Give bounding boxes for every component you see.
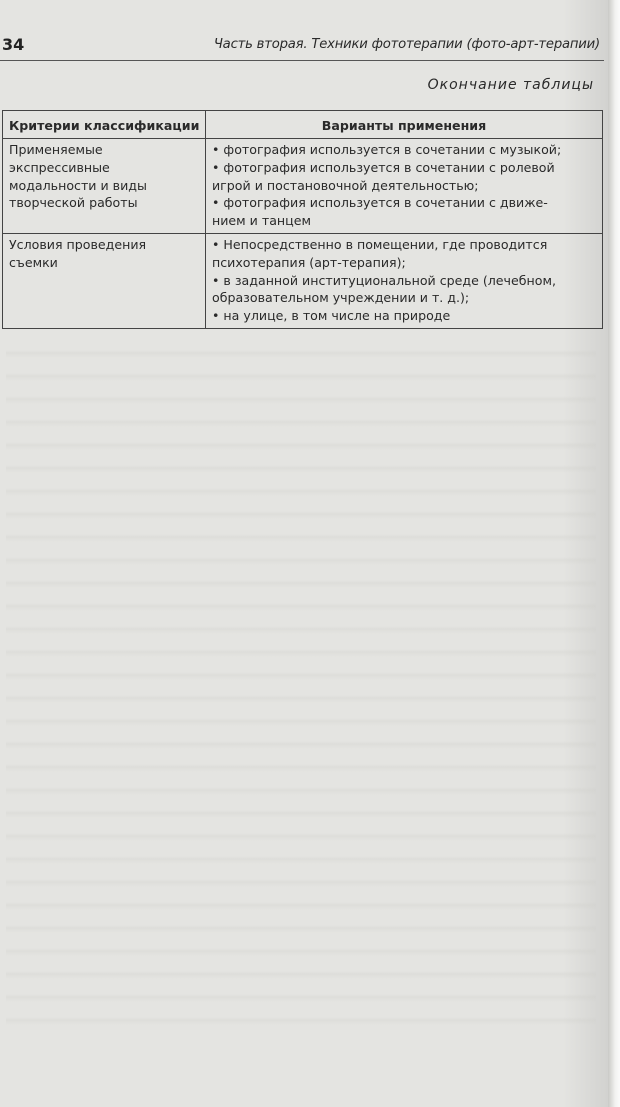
variant-line: • на улице, в том числе на природе [212,308,451,324]
page-number: 34 [2,35,25,54]
variant-line: • Непосредственно в помещении, где проводится [212,236,548,252]
criterion-cell [3,139,206,234]
variants-cell [206,139,603,234]
page-header [0,33,604,59]
variant-line: игрой и постановочной деятельностью; [212,177,479,193]
book-spine-shadow [608,0,620,1107]
criterion-line: Применяемые [9,142,103,157]
criterion-line: экспрессивные [9,159,110,175]
classification-table [2,110,603,329]
variant-line: • фотография используется в сочетании с музыкой; [212,142,562,157]
variant-line: нием и танцем [212,213,311,229]
criterion-cell [3,233,206,328]
variants-cell [206,233,603,328]
variant-line: • в заданной институциональной среде (лечебном, [212,272,556,288]
criterion-line: творческой работы [9,195,138,211]
criterion-line: Условия проведения [9,236,147,252]
table-caption: Окончание таблицы [427,77,594,93]
column-header-criteria: Критерии классификации [3,111,206,139]
table-header-row [3,111,603,139]
header-divider [0,60,604,61]
variant-line: • фотография используется в сочетании с движе- [212,195,548,211]
variant-line: образовательном учреждении и т. д.); [212,290,470,306]
variant-line: • фотография используется в сочетании с ролевой [212,159,555,175]
column-header-variants: Варианты применения [206,111,603,139]
criterion-line: модальности и виды [9,177,147,193]
running-title: Часть вторая. Техники фототерапии (фото-арт-терапии) [213,37,600,52]
variant-line: психотерапия (арт-терапия); [212,254,406,270]
table-row [3,233,603,328]
criterion-line: съемки [9,254,58,270]
faded-page-texture [6,340,596,1040]
table-row [3,139,603,234]
